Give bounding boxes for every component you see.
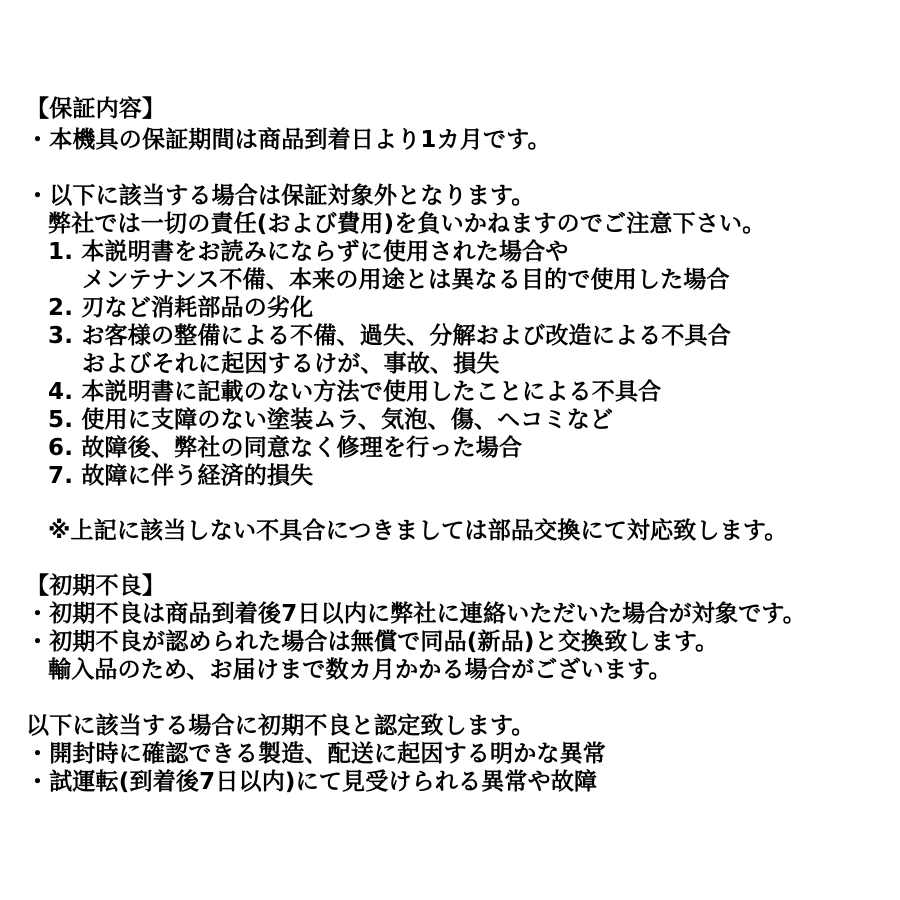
exclusion-item-6: 6. 故障後、弊社の同意なく修理を行った場合 bbox=[48, 435, 523, 461]
exclusion-item-5: 5. 使用に支障のない塗装ムラ、気泡、傷、ヘコミなど bbox=[48, 407, 614, 433]
warranty-heading: 【保証内容】 bbox=[26, 96, 166, 122]
exclusion-disclaimer: 弊社では一切の責任(および費用)を負いかねますのでご注意下さい。 bbox=[48, 211, 766, 237]
exclusion-item-2: 2. 刃など消耗部品の劣化 bbox=[48, 295, 314, 321]
exclusion-intro: ・以下に該当する場合は保証対象外となります。 bbox=[26, 183, 535, 209]
exclusion-item-3-cont: およびそれに起因するけが、事故、損失 bbox=[82, 351, 500, 377]
initial-defect-line-3: 輸入品のため、お届けまで数カ月かかる場合がございます。 bbox=[48, 657, 672, 683]
initial-defect-line-1: ・初期不良は商品到着後7日以内に弊社に連絡いただいた場合が対象です。 bbox=[26, 601, 806, 627]
exclusion-item-7: 7. 故障に伴う経済的損失 bbox=[48, 463, 314, 489]
exclusion-item-1: 1. 本説明書をお読みにならずに使用された場合や bbox=[48, 239, 569, 265]
exclusion-item-3: 3. お客様の整備による不備、過失、分解および改造による不具合 bbox=[48, 323, 731, 349]
exclusion-item-4: 4. 本説明書に記載のない方法で使用したことによる不具合 bbox=[48, 379, 662, 405]
criteria-intro: 以下に該当する場合に初期不良と認定致します。 bbox=[26, 713, 535, 739]
exclusion-item-1-cont: メンテナンス不備、本来の用途とは異なる目的で使用した場合 bbox=[82, 267, 730, 293]
initial-defect-heading: 【初期不良】 bbox=[26, 573, 166, 599]
initial-defect-line-2: ・初期不良が認められた場合は無償で同品(新品)と交換致します。 bbox=[26, 629, 719, 655]
warranty-period: ・本機具の保証期間は商品到着日より1カ月です。 bbox=[26, 127, 551, 153]
criteria-item-1: ・開封時に確認できる製造、配送に起因する明かな異常 bbox=[26, 741, 606, 767]
warranty-note: ※上記に該当しない不具合につきましては部品交換にて対応致します。 bbox=[48, 518, 788, 544]
criteria-item-2: ・試運転(到着後7日以内)にて見受けられる異常や故障 bbox=[26, 769, 598, 795]
